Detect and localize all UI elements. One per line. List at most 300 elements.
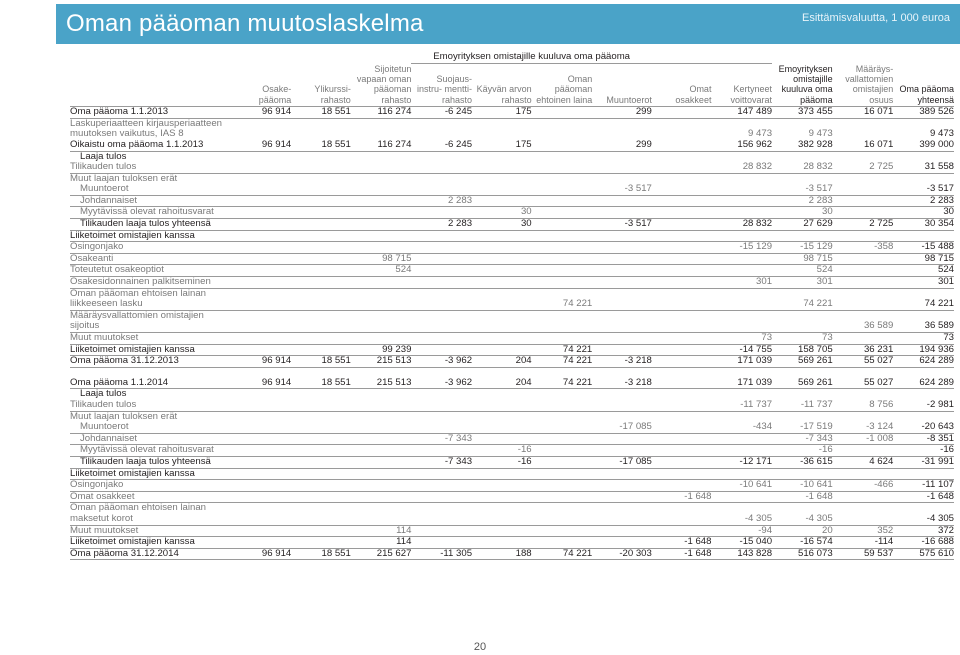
table-row xyxy=(70,344,954,356)
table-cell: 16 071 xyxy=(833,107,894,119)
table-cell xyxy=(592,265,652,277)
table-row xyxy=(70,107,954,119)
table-cell: -94 xyxy=(711,525,772,537)
table-cell xyxy=(711,173,772,184)
table-cell xyxy=(833,207,894,219)
table-cell: 352 xyxy=(833,525,894,537)
row-label: Oikaistu oma pääoma 1.1.2013 xyxy=(70,140,232,151)
table-cell xyxy=(232,456,292,468)
row-label: Johdannaiset xyxy=(70,433,232,445)
table-cell xyxy=(411,151,472,162)
table-cell xyxy=(833,118,894,140)
row-label: Osingonjako xyxy=(70,242,232,254)
table-cell: -8 351 xyxy=(893,433,954,445)
table-cell xyxy=(291,219,351,231)
table-cell: 524 xyxy=(351,265,412,277)
table-cell: 96 914 xyxy=(232,378,292,389)
table-cell xyxy=(652,445,712,457)
table-cell xyxy=(652,468,712,480)
table-cell: 9 473 xyxy=(748,128,773,140)
table-cell: -7 343 xyxy=(411,456,472,468)
table-cell xyxy=(472,480,532,492)
table-cell xyxy=(652,288,712,310)
table-cell xyxy=(592,162,652,173)
table-cell xyxy=(351,389,412,400)
title-banner xyxy=(56,4,960,44)
table-cell xyxy=(833,445,894,457)
table-cell xyxy=(772,468,833,480)
table-cell xyxy=(532,151,593,162)
table-cell xyxy=(532,107,593,119)
row-label: Muuntoerot xyxy=(70,184,232,195)
table-cell xyxy=(351,445,412,457)
table-cell xyxy=(291,445,351,457)
table-cell xyxy=(532,537,593,549)
table-cell: 516 073 xyxy=(772,548,833,560)
row-label: Laskuperiaatteen kirjausperiaatteen muutoksen vaikutus, IAS 8 xyxy=(70,117,223,140)
table-cell: 55 027 xyxy=(833,378,894,389)
table-cell: -3 218 xyxy=(592,356,652,368)
table-cell xyxy=(532,333,593,345)
table-cell: 158 705 xyxy=(772,344,833,356)
table-cell xyxy=(351,503,412,525)
column-header: Kertyneet voittovarat xyxy=(711,64,772,107)
table-row xyxy=(70,491,954,503)
row-label: Tilikauden tulos xyxy=(70,400,232,411)
table-cell xyxy=(411,503,472,525)
table-cell xyxy=(833,491,894,503)
table-cell: -16 xyxy=(472,456,532,468)
table-cell xyxy=(592,277,652,289)
table-cell: -1 648 xyxy=(652,537,712,549)
table-cell xyxy=(411,118,472,140)
table-cell: -15 129 xyxy=(772,242,833,254)
table-cell xyxy=(652,118,712,140)
table-cell xyxy=(411,389,472,400)
page-number: 20 xyxy=(473,641,487,653)
table-cell xyxy=(532,525,593,537)
table-row xyxy=(70,288,954,310)
table-cell xyxy=(351,162,412,173)
table-cell xyxy=(592,195,652,207)
table-cell xyxy=(652,433,712,445)
table-cell xyxy=(411,242,472,254)
table-cell xyxy=(232,310,292,332)
table-cell: 98 715 xyxy=(772,253,833,265)
table-cell: -20 643 xyxy=(893,422,954,433)
table-cell: 171 039 xyxy=(711,356,772,368)
table-cell: 204 xyxy=(472,356,532,368)
table-cell xyxy=(291,173,351,184)
row-label: Muut laajan tuloksen erät xyxy=(70,172,178,184)
table-cell: 74 221 xyxy=(532,344,593,356)
table-row xyxy=(70,219,954,231)
table-cell: 2 725 xyxy=(833,162,894,173)
table-cell: -1 648 xyxy=(652,548,712,560)
table-cell xyxy=(411,184,472,195)
table-row xyxy=(70,253,954,265)
table-cell xyxy=(291,411,351,422)
table-cell xyxy=(472,389,532,400)
table-cell xyxy=(592,310,652,332)
table-cell xyxy=(411,468,472,480)
table-cell xyxy=(711,184,772,195)
table-cell: 30 354 xyxy=(893,219,954,231)
table-cell: 524 xyxy=(772,265,833,277)
table-cell xyxy=(291,433,351,445)
table-cell: 73 xyxy=(772,333,833,345)
table-cell xyxy=(532,310,593,332)
table-cell xyxy=(532,480,593,492)
table-cell: 96 914 xyxy=(232,356,292,368)
table-cell xyxy=(711,310,772,332)
table-cell xyxy=(351,468,412,480)
column-header: Osake- pääoma xyxy=(232,64,292,107)
currency-note: Esittämisvaluutta, 1 000 euroa xyxy=(802,12,950,24)
table-cell: -466 xyxy=(833,480,894,492)
row-label: Oma pääoma 31.12.2014 xyxy=(70,548,232,560)
table-cell: 301 xyxy=(893,277,954,289)
table-cell xyxy=(411,207,472,219)
table-cell xyxy=(291,277,351,289)
table-cell xyxy=(232,422,292,433)
table-cell xyxy=(232,173,292,184)
table-cell xyxy=(232,468,292,480)
table-cell xyxy=(232,480,292,492)
table-cell: 215 513 xyxy=(351,356,412,368)
table-cell xyxy=(291,344,351,356)
table-cell xyxy=(652,389,712,400)
table-cell xyxy=(592,525,652,537)
table-cell: 73 xyxy=(893,333,954,345)
table-cell xyxy=(833,288,894,310)
table-cell: 524 xyxy=(893,265,954,277)
row-label: Laaja tulos xyxy=(80,150,127,162)
table-cell: 569 261 xyxy=(772,356,833,368)
table-cell xyxy=(351,230,412,242)
table-cell xyxy=(472,537,532,549)
table-cell xyxy=(291,491,351,503)
table-cell xyxy=(652,525,712,537)
table-cell: 389 526 xyxy=(893,107,954,119)
table-cell xyxy=(472,525,532,537)
table-cell xyxy=(652,503,712,525)
table-cell xyxy=(291,195,351,207)
table-cell: 74 221 xyxy=(893,288,954,310)
table-cell: -3 517 xyxy=(592,219,652,231)
table-cell xyxy=(232,288,292,310)
table-cell xyxy=(291,288,351,310)
table-cell: 18 551 xyxy=(291,548,351,560)
table-cell: -3 218 xyxy=(592,378,652,389)
table-cell xyxy=(592,151,652,162)
table-cell: 96 914 xyxy=(232,548,292,560)
table-cell xyxy=(592,389,652,400)
table-cell xyxy=(472,433,532,445)
table-cell xyxy=(411,173,472,184)
table-cell xyxy=(291,333,351,345)
table-cell: 74 221 xyxy=(532,378,593,389)
table-cell: 373 455 xyxy=(772,107,833,119)
table-cell xyxy=(472,265,532,277)
table-cell xyxy=(472,288,532,310)
table-cell xyxy=(652,480,712,492)
row-label: Liiketoimet omistajien kanssa xyxy=(70,230,232,242)
table-cell xyxy=(351,277,412,289)
table-cell: -11 737 xyxy=(711,400,772,411)
table-cell xyxy=(532,195,593,207)
row-label: Muut laajan tuloksen erät xyxy=(70,410,178,422)
table-cell: -11 305 xyxy=(411,548,472,560)
table-cell xyxy=(291,456,351,468)
table-cell xyxy=(711,433,772,445)
table-cell: 147 489 xyxy=(711,107,772,119)
table-cell xyxy=(833,230,894,242)
table-cell: 299 xyxy=(592,140,652,151)
table-cell xyxy=(411,400,472,411)
table-row xyxy=(70,422,954,433)
table-cell xyxy=(652,378,712,389)
table-cell xyxy=(532,277,593,289)
table-cell xyxy=(291,400,351,411)
table-cell xyxy=(351,480,412,492)
table-cell xyxy=(532,207,593,219)
table-cell: 569 261 xyxy=(772,378,833,389)
table-cell xyxy=(652,411,712,422)
table-cell xyxy=(351,456,412,468)
table-cell xyxy=(592,288,652,310)
table-cell xyxy=(711,207,772,219)
table-cell: 9 473 xyxy=(929,128,954,140)
table-cell: -1 648 xyxy=(893,491,954,503)
table-row xyxy=(70,480,954,492)
table-cell: 18 551 xyxy=(291,356,351,368)
table-cell: 215 627 xyxy=(351,548,412,560)
row-label: Liiketoimet omistajien kanssa xyxy=(70,537,232,549)
table-cell: 175 xyxy=(472,140,532,151)
table-cell xyxy=(351,219,412,231)
table-cell xyxy=(232,253,292,265)
table-cell xyxy=(291,265,351,277)
table-cell xyxy=(532,173,593,184)
table-cell xyxy=(652,173,712,184)
table-cell xyxy=(592,333,652,345)
table-cell xyxy=(652,277,712,289)
table-cell xyxy=(652,242,712,254)
row-label: Liiketoimet omistajien kanssa xyxy=(70,344,232,356)
table-cell: 31 558 xyxy=(893,162,954,173)
row-label: Määräysvallattomien omistajien sijoitus xyxy=(70,310,232,332)
table-cell: 30 xyxy=(472,219,532,231)
table-cell xyxy=(893,468,954,480)
table-cell: 624 289 xyxy=(893,356,954,368)
table-cell xyxy=(411,491,472,503)
table-cell xyxy=(411,288,472,310)
table-cell: -6 245 xyxy=(411,140,472,151)
table-cell: -3 962 xyxy=(411,356,472,368)
table-cell xyxy=(532,242,593,254)
table-cell: 18 551 xyxy=(291,107,351,119)
table-cell: 16 071 xyxy=(833,140,894,151)
table-cell: -4 305 xyxy=(772,503,833,525)
table-row xyxy=(70,445,954,457)
table-cell xyxy=(532,468,593,480)
table-cell: -3 517 xyxy=(772,184,833,195)
table-cell xyxy=(472,230,532,242)
table-cell: 99 239 xyxy=(351,344,412,356)
column-header: Ylikurssi- rahasto xyxy=(291,64,351,107)
table-cell: -16 688 xyxy=(893,537,954,549)
table-cell xyxy=(291,503,351,525)
column-header: Suojaus- instru- mentti- rahasto xyxy=(411,64,472,107)
table-cell xyxy=(711,195,772,207)
table-cell xyxy=(592,480,652,492)
table-cell: 143 828 xyxy=(711,548,772,560)
table-cell xyxy=(472,184,532,195)
table-cell xyxy=(232,537,292,549)
table-cell xyxy=(411,537,472,549)
table-cell xyxy=(472,400,532,411)
table-cell: -4 305 xyxy=(711,503,772,525)
table-cell xyxy=(472,162,532,173)
table-cell: -10 641 xyxy=(711,480,772,492)
table-cell xyxy=(351,411,412,422)
table-cell: 2 283 xyxy=(411,195,472,207)
table-cell: -14 755 xyxy=(711,344,772,356)
table-cell xyxy=(232,333,292,345)
table-cell xyxy=(532,162,593,173)
table-cell: 96 914 xyxy=(232,107,292,119)
table-cell xyxy=(833,195,894,207)
row-label: Oman pääoman ehtoisen lainan liikkeeseen lasku xyxy=(70,288,232,310)
table-cell xyxy=(232,344,292,356)
table-cell xyxy=(711,265,772,277)
table-row xyxy=(70,207,954,219)
table-cell xyxy=(592,118,652,140)
table-cell: 30 xyxy=(772,207,833,219)
table-row xyxy=(70,265,954,277)
table-row xyxy=(70,456,954,468)
table-cell: 8 756 xyxy=(833,400,894,411)
table-cell xyxy=(772,230,833,242)
table-cell xyxy=(232,162,292,173)
column-header-row xyxy=(70,64,954,107)
table-cell: -2 981 xyxy=(893,400,954,411)
table-cell: -434 xyxy=(711,422,772,433)
table-cell xyxy=(411,344,472,356)
table-cell xyxy=(592,230,652,242)
table-cell xyxy=(711,491,772,503)
row-label: Tilikauden laaja tulos yhteensä xyxy=(70,219,232,231)
table-cell: -3 124 xyxy=(833,422,894,433)
table-cell: 116 274 xyxy=(351,140,412,151)
table-cell: 30 xyxy=(472,207,532,219)
table-cell: 171 039 xyxy=(711,378,772,389)
table-cell xyxy=(833,277,894,289)
table-cell: 624 289 xyxy=(893,378,954,389)
table-cell xyxy=(232,219,292,231)
table-cell xyxy=(592,491,652,503)
table-cell: -11 107 xyxy=(893,480,954,492)
table-cell xyxy=(411,265,472,277)
row-label: Muut muutokset xyxy=(70,333,232,345)
table-cell xyxy=(652,456,712,468)
table-cell: 28 832 xyxy=(772,162,833,173)
table-row xyxy=(70,140,954,151)
table-cell: -20 303 xyxy=(592,548,652,560)
table-cell xyxy=(472,411,532,422)
table-cell: 399 000 xyxy=(893,140,954,151)
table-cell xyxy=(411,411,472,422)
page-title: Oman pääoman muutoslaskelma xyxy=(66,10,424,37)
table-cell: 215 513 xyxy=(351,378,412,389)
table-cell xyxy=(232,411,292,422)
table-cell xyxy=(472,277,532,289)
table-cell: -1 648 xyxy=(772,491,833,503)
row-label: Osakeanti xyxy=(70,253,232,265)
table-cell: 74 221 xyxy=(772,288,833,310)
table-cell xyxy=(411,277,472,289)
table-cell: 28 832 xyxy=(711,219,772,231)
table-cell: -16 xyxy=(472,445,532,457)
table-row xyxy=(70,356,954,368)
column-header: Muuntoerot xyxy=(592,64,652,107)
table-cell: 36 589 xyxy=(893,310,954,332)
row-label: Tilikauden laaja tulos yhteensä xyxy=(70,456,232,468)
table-cell: -3 517 xyxy=(893,184,954,195)
table-cell xyxy=(711,230,772,242)
table-cell: -1 648 xyxy=(652,491,712,503)
table-cell: 18 551 xyxy=(291,378,351,389)
table-cell xyxy=(411,230,472,242)
table-cell xyxy=(472,503,532,525)
table-cell xyxy=(592,503,652,525)
row-label: Muut muutokset xyxy=(70,525,232,537)
table-cell xyxy=(652,195,712,207)
table-cell xyxy=(652,162,712,173)
table-cell xyxy=(652,422,712,433)
row-label: Myytävissä olevat rahoitusvarat xyxy=(70,445,232,457)
table-cell xyxy=(232,433,292,445)
table-cell: 372 xyxy=(893,525,954,537)
table-cell: 55 027 xyxy=(833,356,894,368)
table-cell: 114 xyxy=(351,525,412,537)
table-row xyxy=(70,277,954,289)
table-cell xyxy=(833,253,894,265)
table-cell xyxy=(232,230,292,242)
row-label: Oman pääoman ehtoisen lainan maksetut korot xyxy=(70,503,232,525)
table-cell xyxy=(291,184,351,195)
table-cell: -15 040 xyxy=(711,537,772,549)
table-cell xyxy=(652,356,712,368)
column-header: Oman pääoman ehtoinen laina xyxy=(532,64,593,107)
table-cell xyxy=(232,445,292,457)
table-cell xyxy=(291,151,351,162)
table-cell xyxy=(411,445,472,457)
table-cell: 59 537 xyxy=(833,548,894,560)
table-cell xyxy=(411,253,472,265)
table-cell: 4 624 xyxy=(833,456,894,468)
table-cell: 188 xyxy=(472,548,532,560)
table-cell: -15 488 xyxy=(893,242,954,254)
table-cell xyxy=(532,491,593,503)
table-cell xyxy=(411,525,472,537)
table-cell xyxy=(232,151,292,162)
table-cell: 20 xyxy=(772,525,833,537)
table-cell xyxy=(711,468,772,480)
table-cell xyxy=(291,525,351,537)
table-cell xyxy=(291,118,351,140)
